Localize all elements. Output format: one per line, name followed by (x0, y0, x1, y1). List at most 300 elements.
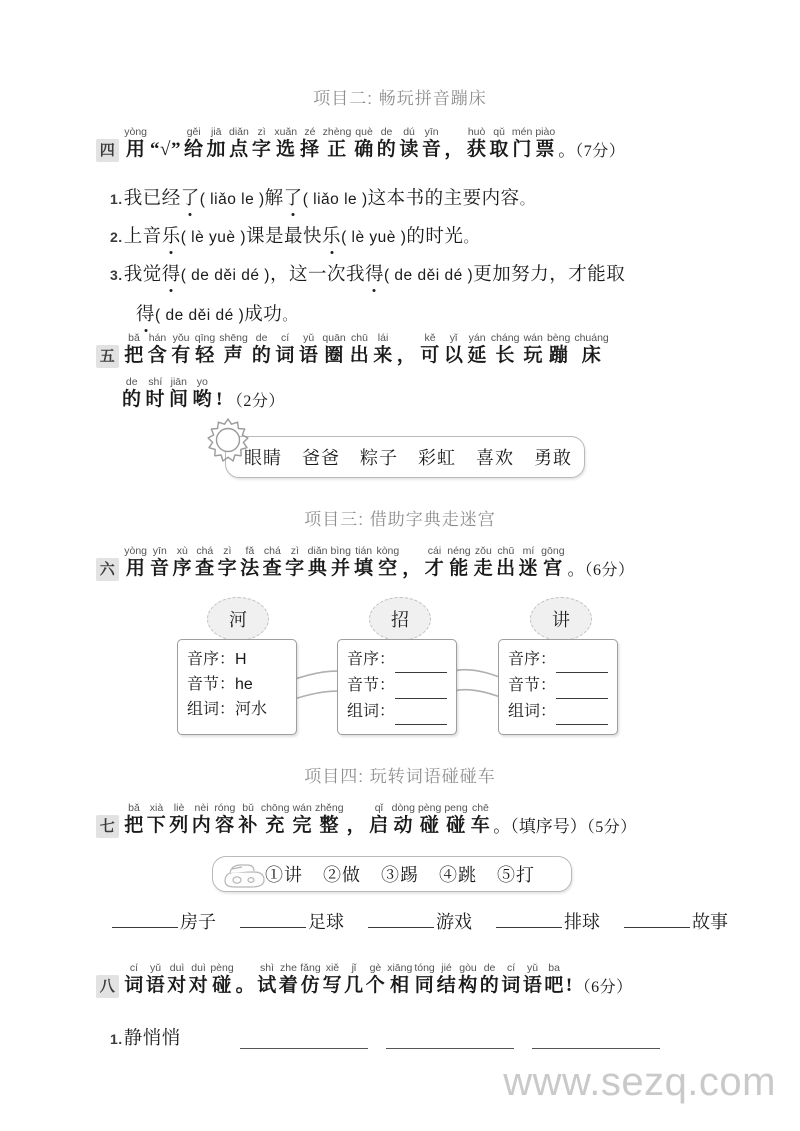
ruby-char (238, 802, 258, 838)
exercise-4-score: （7分） (575, 143, 626, 160)
pinyin: róng (214, 802, 236, 814)
sentence-period: 。 (519, 192, 536, 208)
maze-field-blank[interactable] (556, 673, 608, 699)
pinyin: chá (196, 545, 214, 557)
word-bank-item[interactable]: 彩虹 (418, 448, 456, 468)
pinyin: jǐ (351, 962, 357, 974)
pinyin: ba (548, 962, 560, 974)
pinyin: dòng (391, 802, 415, 814)
maze-field-label: 音节： (508, 677, 557, 694)
ruby-char (366, 962, 386, 998)
pinyin-choice[interactable]: ( de děi dé ) (155, 307, 245, 324)
hanzi: 内 (191, 815, 212, 836)
hanzi: 典 (307, 558, 328, 579)
pinyin: yòng (124, 545, 148, 557)
pinyin (236, 962, 256, 974)
hanzi: 词 (501, 975, 521, 996)
hanzi: 宫 (543, 558, 563, 579)
ruby-char (444, 802, 467, 838)
hanzi: 正 (327, 139, 347, 160)
pinyin: liè (173, 802, 185, 814)
answer-blank[interactable] (624, 913, 690, 928)
blank-word: 足球 (308, 912, 344, 932)
maze-field-blank[interactable] (556, 647, 608, 673)
pinyin: yo (196, 376, 208, 388)
exercise-8-number: 八 (96, 975, 119, 998)
hanzi: “√” (150, 139, 181, 160)
hanzi: 查 (262, 558, 283, 579)
maze-field-label: 音序： (508, 651, 557, 668)
dotted-character: 了 (284, 184, 303, 210)
pinyin: pèng (210, 962, 234, 974)
ruby-char (544, 962, 564, 998)
maze-bubble: 河 (207, 597, 269, 641)
hanzi: 圈 (324, 345, 344, 366)
pinyin: zǒu (474, 545, 492, 557)
hanzi: ， (346, 815, 367, 836)
pinyin: chuáng (574, 332, 609, 344)
ruby-char (261, 802, 290, 838)
blank-item (624, 908, 728, 934)
question-row (110, 1024, 181, 1050)
pinyin: yán (468, 332, 486, 344)
sentence-text: 课是最快 (246, 227, 323, 247)
hanzi: 语 (145, 975, 166, 996)
blank-item (368, 908, 472, 934)
maze-field-blank[interactable] (556, 699, 608, 725)
pinyin: bǔ (242, 802, 254, 814)
pinyin: néng (447, 545, 471, 557)
hanzi: 迷 (518, 558, 539, 579)
pinyin: cháng (490, 332, 520, 344)
pinyin: xià (149, 802, 164, 814)
option-item[interactable]: ④跳 (439, 865, 477, 885)
pinyin: xuǎn (274, 126, 298, 138)
sentence-text: 解 (264, 189, 284, 209)
pinyin: fǎng (300, 962, 321, 974)
hanzi: 法 (240, 558, 260, 579)
ruby-char (369, 802, 389, 838)
hanzi: 选 (276, 139, 296, 160)
hanzi: 吧 (544, 975, 564, 996)
ruby-char (189, 962, 209, 998)
hanzi: 下 (146, 815, 167, 836)
ruby-char (323, 962, 343, 998)
pinyin-choice[interactable]: ( lè yuè ) (341, 229, 407, 246)
dotted-character: 得 (365, 260, 384, 286)
exercise-7-number: 七 (96, 815, 119, 838)
maze-field-row (187, 647, 296, 672)
hanzi: ， (444, 139, 464, 160)
pinyin: diǎn (229, 126, 249, 138)
exercise-6-score: （6分） (584, 562, 635, 579)
ruby-char (315, 802, 344, 838)
maze-field-label: 音序： (187, 651, 236, 668)
hanzi: 字 (251, 139, 272, 160)
hanzi: 床 (581, 345, 602, 366)
pinyin: gōng (541, 545, 565, 557)
pinyin: zé (304, 126, 316, 138)
sentence-text: 我觉 (123, 265, 162, 285)
maze-field-label: 音节： (347, 677, 396, 694)
hanzi: 来 (373, 345, 393, 366)
hanzi: 间 (169, 389, 189, 410)
answer-blank[interactable] (240, 1048, 368, 1049)
maze-field-label: 音序： (347, 651, 396, 668)
maze-bubble: 讲 (530, 597, 592, 641)
pinyin: chū (351, 332, 368, 344)
hanzi: 。 (235, 975, 256, 996)
sentence-text: 的时光 (406, 227, 464, 247)
question-number: 2. (110, 229, 123, 245)
hanzi: 出 (496, 558, 516, 579)
ruby-char (392, 802, 415, 838)
ruby-char (210, 962, 233, 998)
hanzi: ， (402, 558, 422, 579)
ruby-char (437, 962, 457, 998)
pinyin: qǔ (493, 126, 505, 138)
pinyin: bǎ (128, 802, 140, 814)
dotted-character: 得 (136, 300, 155, 326)
hanzi: 的 (376, 139, 397, 160)
fill-in-blank-row[interactable] (112, 908, 752, 934)
pinyin: lái (377, 332, 389, 344)
maze-card[interactable] (337, 639, 457, 735)
maze-field-blank[interactable] (395, 647, 447, 673)
hanzi: 相 (390, 975, 410, 996)
pinyin: yòng (124, 126, 148, 138)
pinyin: jiā (210, 126, 222, 138)
hanzi: 语 (298, 345, 319, 366)
word-bank-item[interactable]: 粽子 (360, 448, 398, 468)
pinyin: cí (506, 962, 516, 974)
pinyin-choice[interactable]: ( de děi dé ) (383, 267, 474, 284)
hanzi: 音 (421, 139, 442, 160)
maze-field-row (347, 673, 456, 699)
hanzi: 容 (215, 815, 235, 836)
exercise-6-number: 六 (96, 558, 119, 581)
maze-field-row (187, 672, 296, 697)
option-list (265, 861, 535, 887)
ruby-char (292, 802, 312, 838)
hanzi: 充 (265, 815, 285, 836)
pinyin: yǔ (303, 332, 315, 344)
blank-item (112, 908, 216, 934)
pinyin: gè (369, 962, 382, 974)
project-three-title: 项目三: 借助字典走迷宫 (304, 510, 496, 529)
pinyin: quān (322, 332, 346, 344)
exercise-7-heading (96, 802, 637, 838)
hanzi: 音 (150, 558, 170, 579)
hanzi: 完 (292, 815, 312, 836)
exercise-7-score: （5分） (586, 819, 637, 836)
pinyin: hán (148, 332, 167, 344)
pinyin: chū (497, 545, 515, 557)
pinyin: xù (176, 545, 188, 557)
pinyin: zì (223, 545, 232, 557)
hanzi: 写 (322, 975, 343, 996)
maze-field-label: 组词： (347, 703, 396, 720)
hanzi: 走 (473, 558, 494, 579)
pinyin: yīn (424, 126, 439, 138)
pinyin: tián (355, 545, 373, 557)
exercise-7-instruction (124, 802, 493, 838)
hanzi: 有 (171, 345, 191, 366)
pinyin: de (125, 376, 138, 388)
maze-field-label: 组词： (508, 703, 557, 720)
sentence-text: 更加努力，才能取 (473, 265, 626, 285)
hanzi: 以 (443, 345, 464, 366)
hanzi: 门 (512, 139, 532, 160)
hanzi: 词 (275, 345, 295, 366)
sentence-text: 这本书的主要内容 (367, 189, 520, 209)
hanzi: ， (396, 345, 417, 366)
pinyin: gěi (186, 126, 201, 138)
hanzi: 轻 (195, 345, 215, 366)
maze-field-row (508, 647, 617, 673)
ruby-char (146, 962, 166, 998)
pinyin: peng (444, 802, 468, 814)
hanzi: 加 (206, 139, 226, 160)
sentence-text: 上音 (123, 227, 162, 247)
ruby-char (124, 802, 144, 838)
hanzi: 语 (522, 975, 543, 996)
hanzi: 哟 (192, 389, 213, 410)
pinyin: gòu (459, 962, 477, 974)
pinyin-choice[interactable]: ( liǎo le ) (199, 191, 265, 208)
maze-field-value: he (235, 676, 253, 693)
option-item[interactable]: ③踢 (381, 865, 419, 885)
exercise-6-tail: 。 (567, 560, 585, 579)
option-item[interactable]: ⑤打 (497, 865, 535, 885)
word-bank-item[interactable]: 眼睛 (244, 448, 282, 468)
hanzi: 长 (495, 345, 515, 366)
hanzi: 把 (124, 345, 144, 366)
pinyin: qīng (194, 332, 216, 344)
pinyin: zhèng (322, 126, 352, 138)
pinyin: de (255, 332, 268, 344)
pinyin: dú (403, 126, 415, 138)
hanzi: 可 (420, 345, 440, 366)
answer-blank[interactable] (240, 913, 306, 928)
option-item[interactable]: ①讲 (265, 865, 303, 885)
sentence-text: ，这一次我 (269, 265, 365, 285)
pinyin: xiě (325, 962, 340, 974)
dotted-character: 得 (162, 260, 181, 286)
ruby-char (236, 962, 256, 998)
hanzi: 玩 (523, 345, 543, 366)
pinyin-choice[interactable]: ( lè yuè ) (180, 229, 247, 246)
maze-card[interactable] (177, 639, 297, 735)
exercise-8-score: （6分） (574, 979, 633, 996)
pinyin (566, 962, 573, 974)
pinyin: de (380, 126, 393, 138)
blank-item (496, 908, 600, 934)
ruby-char (300, 962, 320, 998)
blank-item (240, 908, 344, 934)
pinyin: shēng (219, 332, 248, 344)
word-bank-item[interactable]: 爸爸 (302, 448, 340, 468)
ruby-char (458, 962, 478, 998)
exercise-7-tail: 。（填序号） (493, 817, 587, 836)
ruby-char (169, 802, 189, 838)
exercise-5-score: （2分） (226, 393, 285, 410)
sentence-period: 。 (282, 308, 298, 324)
maze-field-row (508, 699, 617, 725)
pinyin: chē (471, 802, 489, 814)
ruby-char (414, 962, 434, 998)
maze-field-row (187, 697, 296, 722)
maze-field-blank[interactable] (395, 699, 447, 725)
word-bank-item[interactable]: 喜欢 (476, 448, 514, 468)
dotted-character: 了 (181, 184, 200, 210)
ruby-char (147, 802, 167, 838)
pinyin: jiān (170, 376, 187, 388)
maze-field-blank[interactable] (395, 673, 447, 699)
blank-word: 排球 (564, 912, 600, 932)
maze-bubble: 招 (369, 597, 431, 641)
pinyin: què (355, 126, 373, 138)
pinyin: yǐ (449, 332, 458, 344)
ruby-char (347, 802, 367, 838)
hanzi: 读 (399, 139, 419, 160)
question-number: 1. (110, 1031, 123, 1047)
hanzi: 查 (195, 558, 215, 579)
pinyin: diǎn (307, 545, 328, 557)
hanzi: 构 (458, 975, 478, 996)
pinyin: duì (169, 962, 185, 974)
maze-card[interactable] (498, 639, 618, 735)
hanzi: 结 (436, 975, 457, 996)
hanzi: 择 (300, 139, 320, 160)
hanzi: 碰 (446, 815, 466, 836)
pinyin: nèi (194, 802, 209, 814)
hanzi: 能 (449, 558, 469, 579)
hanzi: 几 (344, 975, 364, 996)
hanzi: 试 (257, 975, 277, 996)
hanzi: 的 (122, 389, 142, 410)
hanzi: 的 (251, 345, 272, 366)
pinyin: shì (259, 962, 274, 974)
exercise-5-number: 五 (96, 345, 119, 368)
pinyin: zhěng (314, 802, 344, 814)
word-bank-item[interactable]: 勇敢 (534, 448, 572, 468)
project-two-title: 项目二: 畅玩拼音蹦床 (313, 89, 487, 108)
pinyin: kòng (376, 545, 400, 557)
pinyin: duì (191, 962, 206, 974)
pinyin: cí (281, 332, 290, 344)
exercise-8-heading (96, 962, 633, 998)
answer-blank[interactable] (368, 913, 434, 928)
ruby-char (192, 802, 212, 838)
pinyin: yǔ (527, 962, 539, 974)
pinyin: yǒu (172, 332, 190, 344)
maze-field-row (508, 673, 617, 699)
hanzi: 确 (354, 139, 374, 160)
maze-field-value: H (235, 651, 247, 668)
pinyin: chá (263, 545, 281, 557)
project-four-title: 项目四: 玩转词语碰碰车 (304, 767, 496, 786)
pinyin-choice[interactable]: ( liǎo le ) (302, 191, 368, 208)
sentence-period: 。 (463, 230, 479, 246)
hanzi: 点 (229, 139, 249, 160)
hanzi: 个 (365, 975, 386, 996)
pinyin: bǎ (128, 332, 140, 344)
question-word: 静悄悄 (123, 1029, 181, 1049)
ruby-char (167, 962, 187, 998)
answer-blank[interactable] (496, 913, 562, 928)
hanzi: 碰 (212, 975, 232, 996)
ruby-char (124, 962, 144, 998)
ruby-char (257, 962, 277, 998)
hanzi: 的 (479, 975, 500, 996)
hanzi: 仿 (300, 975, 321, 996)
hanzi: 字 (285, 558, 305, 579)
maze-field-value: 河水 (235, 701, 268, 718)
pinyin: zì (290, 545, 299, 557)
maze-field-label: 组词： (187, 701, 236, 718)
pinyin: wán (292, 802, 312, 814)
ruby-char (214, 802, 235, 838)
ruby-char (279, 962, 299, 998)
pinyin: de (483, 962, 496, 974)
hanzi: 票 (535, 139, 556, 160)
pinyin: kě (424, 332, 436, 344)
pinyin: yǔ (149, 962, 162, 974)
hanzi: 列 (169, 815, 189, 836)
option-item[interactable]: ②做 (323, 865, 361, 885)
pinyin (347, 802, 367, 814)
hanzi: ! (565, 975, 573, 996)
hanzi: 延 (467, 345, 487, 366)
hanzi: 碰 (419, 815, 440, 836)
hanzi: 取 (489, 139, 509, 160)
ruby-char (566, 962, 573, 998)
pinyin-choice[interactable]: ( de děi dé ) (180, 267, 270, 284)
hanzi: 序 (172, 558, 193, 579)
hanzi: 词 (124, 975, 144, 996)
hanzi: 动 (393, 815, 414, 836)
pinyin: piào (535, 126, 556, 138)
answer-blank[interactable] (112, 913, 178, 928)
bumper-car-icon (221, 861, 267, 896)
hanzi: 才 (424, 558, 445, 579)
question-number: 3. (110, 267, 123, 283)
blank-word: 故事 (692, 912, 728, 932)
pinyin: xiāng (387, 962, 413, 974)
hanzi: 声 (223, 345, 244, 366)
exercise-4-number: 四 (96, 139, 119, 162)
exercise-4-tail: 。 (558, 141, 576, 160)
pinyin: chōng (260, 802, 290, 814)
pinyin: zì (257, 126, 266, 138)
pinyin: cái (427, 545, 442, 557)
hanzi: 补 (238, 815, 258, 836)
hanzi: 填 (353, 558, 374, 579)
pinyin: wán (523, 332, 543, 344)
site-watermark: www.sezq.com (503, 1060, 776, 1104)
answer-blank[interactable] (532, 1048, 660, 1049)
hanzi: 对 (188, 975, 209, 996)
ruby-char (387, 962, 412, 998)
pinyin: tóng (414, 962, 435, 974)
ruby-char (480, 962, 500, 998)
answer-blank[interactable] (386, 1048, 514, 1049)
hanzi: 整 (319, 815, 340, 836)
pinyin: yīn (152, 545, 167, 557)
pinyin: cí (129, 962, 139, 974)
pinyin: zhe (279, 962, 297, 974)
